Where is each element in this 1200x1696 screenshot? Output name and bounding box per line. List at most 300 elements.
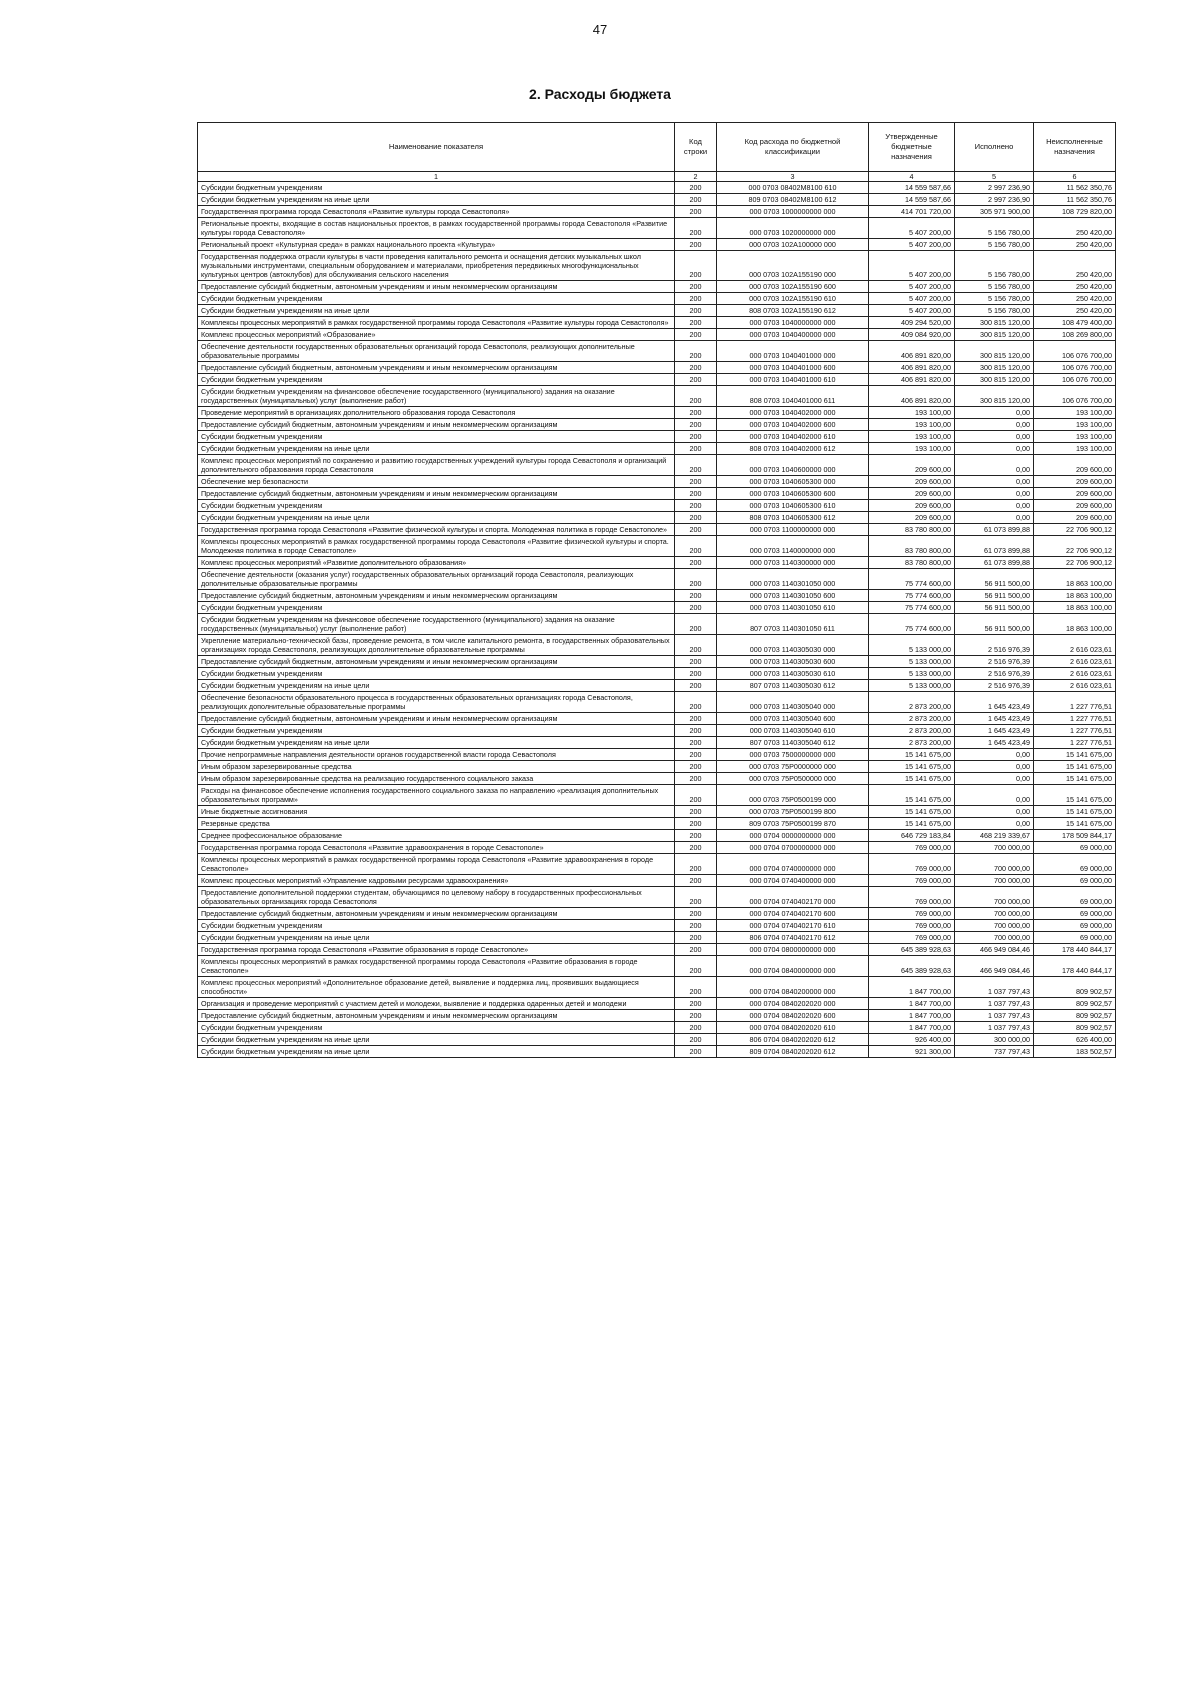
row-executed: 0,00 bbox=[955, 806, 1034, 818]
row-name: Государственная программа города Севастополя «Развитие здравоохранения в городе Севастополе» bbox=[198, 842, 675, 854]
row-executed: 0,00 bbox=[955, 500, 1034, 512]
table-row bbox=[198, 374, 1116, 386]
column-number: 4 bbox=[869, 172, 955, 182]
page-title: 2. Расходы бюджета bbox=[529, 86, 671, 102]
table-row bbox=[198, 281, 1116, 293]
row-classification-code: 000 0703 1040402000 000 bbox=[717, 407, 869, 419]
row-unexecuted: 193 100,00 bbox=[1034, 407, 1116, 419]
table-row bbox=[198, 569, 1116, 590]
row-approved: 769 000,00 bbox=[869, 887, 955, 908]
row-unexecuted: 106 076 700,00 bbox=[1034, 362, 1116, 374]
row-name: Субсидии бюджетным учреждениям на иные цели bbox=[198, 443, 675, 455]
row-classification-code: 000 0703 102A155190 000 bbox=[717, 251, 869, 281]
table-row bbox=[198, 194, 1116, 206]
row-line-code: 200 bbox=[675, 362, 717, 374]
row-unexecuted: 1 227 776,51 bbox=[1034, 713, 1116, 725]
row-classification-code: 000 0703 1040600000 000 bbox=[717, 455, 869, 476]
row-unexecuted: 18 863 100,00 bbox=[1034, 614, 1116, 635]
row-classification-code: 000 0704 0740402170 610 bbox=[717, 920, 869, 932]
row-line-code: 200 bbox=[675, 341, 717, 362]
row-name: Региональный проект «Культурная среда» в рамках национального проекта «Культура» bbox=[198, 239, 675, 251]
row-name: Субсидии бюджетным учреждениям bbox=[198, 668, 675, 680]
row-unexecuted: 69 000,00 bbox=[1034, 875, 1116, 887]
row-approved: 75 774 600,00 bbox=[869, 602, 955, 614]
row-approved: 1 847 700,00 bbox=[869, 1022, 955, 1034]
row-classification-code: 000 0704 0840202020 000 bbox=[717, 998, 869, 1010]
table-row bbox=[198, 1046, 1116, 1058]
row-line-code: 200 bbox=[675, 281, 717, 293]
row-executed: 56 911 500,00 bbox=[955, 590, 1034, 602]
row-approved: 5 133 000,00 bbox=[869, 680, 955, 692]
row-classification-code: 000 0704 0840202020 600 bbox=[717, 1010, 869, 1022]
row-name: Государственная поддержка отрасли культуры в части проведения капитального ремонта и оснащения детских музыкальных школ музыкальными инструментами, специальным оборудованием и материалами, приобретения передвижных многофункциональных культурных центров (автоклубов) для обслуживания сельского населения bbox=[198, 251, 675, 281]
table-header-row bbox=[198, 123, 1116, 172]
row-approved: 15 141 675,00 bbox=[869, 773, 955, 785]
row-line-code: 200 bbox=[675, 251, 717, 281]
row-executed: 700 000,00 bbox=[955, 908, 1034, 920]
table-row bbox=[198, 875, 1116, 887]
row-classification-code: 808 0703 102A155190 612 bbox=[717, 305, 869, 317]
row-approved: 193 100,00 bbox=[869, 443, 955, 455]
row-name: Среднее профессиональное образование bbox=[198, 830, 675, 842]
row-approved: 769 000,00 bbox=[869, 920, 955, 932]
row-classification-code: 000 0703 1140000000 000 bbox=[717, 536, 869, 557]
table-row bbox=[198, 431, 1116, 443]
row-approved: 645 389 928,63 bbox=[869, 956, 955, 977]
row-classification-code: 808 0703 1040605300 612 bbox=[717, 512, 869, 524]
row-approved: 1 847 700,00 bbox=[869, 1010, 955, 1022]
row-classification-code: 000 0703 1040401000 600 bbox=[717, 362, 869, 374]
row-line-code: 200 bbox=[675, 668, 717, 680]
row-unexecuted: 250 420,00 bbox=[1034, 239, 1116, 251]
row-approved: 75 774 600,00 bbox=[869, 590, 955, 602]
row-line-code: 200 bbox=[675, 557, 717, 569]
row-approved: 2 873 200,00 bbox=[869, 692, 955, 713]
row-classification-code: 000 0703 1040000000 000 bbox=[717, 317, 869, 329]
row-classification-code: 000 0703 1140305040 600 bbox=[717, 713, 869, 725]
row-line-code: 200 bbox=[675, 569, 717, 590]
row-line-code: 200 bbox=[675, 329, 717, 341]
row-approved: 5 133 000,00 bbox=[869, 635, 955, 656]
row-classification-code: 000 0703 1140301050 610 bbox=[717, 602, 869, 614]
row-executed: 700 000,00 bbox=[955, 920, 1034, 932]
row-approved: 926 400,00 bbox=[869, 1034, 955, 1046]
table-row bbox=[198, 1034, 1116, 1046]
row-executed: 0,00 bbox=[955, 818, 1034, 830]
header-line-code: Код строки bbox=[675, 123, 717, 172]
row-unexecuted: 15 141 675,00 bbox=[1034, 785, 1116, 806]
row-classification-code: 000 0703 1100000000 000 bbox=[717, 524, 869, 536]
row-approved: 769 000,00 bbox=[869, 932, 955, 944]
row-name: Комплекс процессных мероприятий «Управление кадровыми ресурсами здравоохранения» bbox=[198, 875, 675, 887]
row-executed: 300 815 120,00 bbox=[955, 317, 1034, 329]
row-unexecuted: 15 141 675,00 bbox=[1034, 749, 1116, 761]
row-name: Субсидии бюджетным учреждениям на иные цели bbox=[198, 512, 675, 524]
row-approved: 5 407 200,00 bbox=[869, 305, 955, 317]
row-unexecuted: 626 400,00 bbox=[1034, 1034, 1116, 1046]
row-executed: 0,00 bbox=[955, 443, 1034, 455]
row-classification-code: 000 0704 0840000000 000 bbox=[717, 956, 869, 977]
row-executed: 1 645 423,49 bbox=[955, 737, 1034, 749]
row-name: Комплексы процессных мероприятий в рамках государственной программы города Севастополя «Развитие образования в городе Севастополе» bbox=[198, 956, 675, 977]
row-executed: 5 156 780,00 bbox=[955, 293, 1034, 305]
row-unexecuted: 209 600,00 bbox=[1034, 455, 1116, 476]
table-row bbox=[198, 830, 1116, 842]
row-name: Расходы на финансовое обеспечение исполнения государственного социального заказа по направлению «реализация дополнительных образовательных программ» bbox=[198, 785, 675, 806]
table-row bbox=[198, 293, 1116, 305]
row-classification-code: 000 0704 0740000000 000 bbox=[717, 854, 869, 875]
row-classification-code: 000 0703 1140301050 000 bbox=[717, 569, 869, 590]
table-body bbox=[198, 182, 1116, 1058]
row-approved: 1 847 700,00 bbox=[869, 977, 955, 998]
row-classification-code: 000 0703 1140305030 610 bbox=[717, 668, 869, 680]
table-row bbox=[198, 407, 1116, 419]
row-unexecuted: 11 562 350,76 bbox=[1034, 194, 1116, 206]
row-unexecuted: 18 863 100,00 bbox=[1034, 569, 1116, 590]
row-unexecuted: 22 706 900,12 bbox=[1034, 557, 1116, 569]
header-executed: Исполнено bbox=[955, 123, 1034, 172]
row-line-code: 200 bbox=[675, 590, 717, 602]
row-unexecuted: 178 440 844,17 bbox=[1034, 944, 1116, 956]
row-line-code: 200 bbox=[675, 602, 717, 614]
row-executed: 0,00 bbox=[955, 476, 1034, 488]
row-executed: 468 219 339,67 bbox=[955, 830, 1034, 842]
row-unexecuted: 15 141 675,00 bbox=[1034, 818, 1116, 830]
row-executed: 1 037 797,43 bbox=[955, 998, 1034, 1010]
table-row bbox=[198, 536, 1116, 557]
page-number: 47 bbox=[592, 22, 608, 37]
row-approved: 15 141 675,00 bbox=[869, 818, 955, 830]
table-row bbox=[198, 956, 1116, 977]
row-unexecuted: 250 420,00 bbox=[1034, 281, 1116, 293]
row-executed: 5 156 780,00 bbox=[955, 251, 1034, 281]
row-line-code: 200 bbox=[675, 749, 717, 761]
row-name: Субсидии бюджетным учреждениям на иные цели bbox=[198, 737, 675, 749]
row-unexecuted: 809 902,57 bbox=[1034, 998, 1116, 1010]
row-line-code: 200 bbox=[675, 476, 717, 488]
table-row bbox=[198, 944, 1116, 956]
row-executed: 305 971 900,00 bbox=[955, 206, 1034, 218]
row-classification-code: 807 0703 1140305040 612 bbox=[717, 737, 869, 749]
row-executed: 0,00 bbox=[955, 773, 1034, 785]
row-classification-code: 000 0703 1040400000 000 bbox=[717, 329, 869, 341]
row-classification-code: 000 0703 1140305030 600 bbox=[717, 656, 869, 668]
row-unexecuted: 69 000,00 bbox=[1034, 908, 1116, 920]
row-line-code: 200 bbox=[675, 932, 717, 944]
header-unexecuted: Неисполненные назначения bbox=[1034, 123, 1116, 172]
table-row bbox=[198, 251, 1116, 281]
table-row bbox=[198, 614, 1116, 635]
table-row bbox=[198, 239, 1116, 251]
row-unexecuted: 250 420,00 bbox=[1034, 218, 1116, 239]
table-row bbox=[198, 500, 1116, 512]
row-unexecuted: 209 600,00 bbox=[1034, 512, 1116, 524]
row-unexecuted: 209 600,00 bbox=[1034, 500, 1116, 512]
row-name: Предоставление субсидий бюджетным, автономным учреждениям и иным некоммерческим организациям bbox=[198, 656, 675, 668]
row-name: Субсидии бюджетным учреждениям на финансовое обеспечение государственного (муниципального) задания на оказание государственных (муниципальных) услуг (выполнение работ) bbox=[198, 614, 675, 635]
row-approved: 193 100,00 bbox=[869, 431, 955, 443]
row-executed: 700 000,00 bbox=[955, 887, 1034, 908]
header-approved: Утвержденные бюджетные назначения bbox=[869, 123, 955, 172]
row-line-code: 200 bbox=[675, 524, 717, 536]
row-line-code: 200 bbox=[675, 614, 717, 635]
row-unexecuted: 106 076 700,00 bbox=[1034, 341, 1116, 362]
row-executed: 466 949 084,46 bbox=[955, 944, 1034, 956]
row-unexecuted: 2 616 023,61 bbox=[1034, 656, 1116, 668]
row-approved: 406 891 820,00 bbox=[869, 362, 955, 374]
row-executed: 700 000,00 bbox=[955, 842, 1034, 854]
row-approved: 409 294 520,00 bbox=[869, 317, 955, 329]
row-executed: 300 815 120,00 bbox=[955, 386, 1034, 407]
row-approved: 5 407 200,00 bbox=[869, 239, 955, 251]
row-approved: 83 780 800,00 bbox=[869, 557, 955, 569]
row-approved: 769 000,00 bbox=[869, 875, 955, 887]
row-line-code: 200 bbox=[675, 656, 717, 668]
row-name: Иные бюджетные ассигнования bbox=[198, 806, 675, 818]
row-name: Субсидии бюджетным учреждениям на финансовое обеспечение государственного (муниципального) задания на оказание государственных (муниципальных) услуг (выполнение работ) bbox=[198, 386, 675, 407]
row-unexecuted: 250 420,00 bbox=[1034, 305, 1116, 317]
row-name: Обеспечение деятельности государственных образовательных организаций города Севастополя, реализующих дополнительные образовательные программы bbox=[198, 341, 675, 362]
row-unexecuted: 69 000,00 bbox=[1034, 842, 1116, 854]
table-row bbox=[198, 680, 1116, 692]
row-classification-code: 000 0703 1040605300 000 bbox=[717, 476, 869, 488]
row-unexecuted: 1 227 776,51 bbox=[1034, 725, 1116, 737]
row-classification-code: 000 0703 1040401000 610 bbox=[717, 374, 869, 386]
row-executed: 0,00 bbox=[955, 488, 1034, 500]
table-row bbox=[198, 386, 1116, 407]
row-executed: 0,00 bbox=[955, 407, 1034, 419]
row-name: Обеспечение безопасности образовательного процесса в государственных образовательных организациях города Севастополя, реализующих дополнительные образовательные программы bbox=[198, 692, 675, 713]
row-line-code: 200 bbox=[675, 374, 717, 386]
row-unexecuted: 22 706 900,12 bbox=[1034, 536, 1116, 557]
row-executed: 0,00 bbox=[955, 431, 1034, 443]
table-row bbox=[198, 932, 1116, 944]
row-line-code: 200 bbox=[675, 773, 717, 785]
table-row bbox=[198, 362, 1116, 374]
row-line-code: 200 bbox=[675, 239, 717, 251]
row-approved: 2 873 200,00 bbox=[869, 737, 955, 749]
row-unexecuted: 193 100,00 bbox=[1034, 419, 1116, 431]
row-line-code: 200 bbox=[675, 194, 717, 206]
row-approved: 406 891 820,00 bbox=[869, 386, 955, 407]
row-approved: 83 780 800,00 bbox=[869, 536, 955, 557]
row-classification-code: 000 0703 7500000000 000 bbox=[717, 749, 869, 761]
column-number: 6 bbox=[1034, 172, 1116, 182]
row-classification-code: 000 0703 1040401000 000 bbox=[717, 341, 869, 362]
row-unexecuted: 69 000,00 bbox=[1034, 854, 1116, 875]
row-classification-code: 809 0704 0840202020 612 bbox=[717, 1046, 869, 1058]
row-executed: 737 797,43 bbox=[955, 1046, 1034, 1058]
row-classification-code: 000 0703 75P0500199 800 bbox=[717, 806, 869, 818]
row-classification-code: 000 0704 0000000000 000 bbox=[717, 830, 869, 842]
row-name: Государственная программа города Севастополя «Развитие образования в городе Севастополе» bbox=[198, 944, 675, 956]
budget-expenses-table bbox=[197, 122, 1116, 1058]
row-classification-code: 000 0704 0740400000 000 bbox=[717, 875, 869, 887]
row-unexecuted: 1 227 776,51 bbox=[1034, 737, 1116, 749]
table-row bbox=[198, 419, 1116, 431]
table-row bbox=[198, 725, 1116, 737]
row-name: Субсидии бюджетным учреждениям bbox=[198, 182, 675, 194]
table-row bbox=[198, 218, 1116, 239]
row-classification-code: 000 0703 102A155190 610 bbox=[717, 293, 869, 305]
row-executed: 1 645 423,49 bbox=[955, 713, 1034, 725]
row-name: Субсидии бюджетным учреждениям bbox=[198, 500, 675, 512]
row-name: Обеспечение мер безопасности bbox=[198, 476, 675, 488]
table-row bbox=[198, 806, 1116, 818]
table-row bbox=[198, 602, 1116, 614]
row-classification-code: 809 0703 75P0500199 870 bbox=[717, 818, 869, 830]
row-name: Комплекс процессных мероприятий «Дополнительное образование детей, выявление и поддержка лиц, проявивших выдающиеся способности» bbox=[198, 977, 675, 998]
row-classification-code: 000 0703 1040402000 610 bbox=[717, 431, 869, 443]
row-unexecuted: 108 729 820,00 bbox=[1034, 206, 1116, 218]
row-line-code: 200 bbox=[675, 806, 717, 818]
row-approved: 2 873 200,00 bbox=[869, 725, 955, 737]
table-row bbox=[198, 305, 1116, 317]
row-unexecuted: 178 509 844,17 bbox=[1034, 830, 1116, 842]
row-line-code: 200 bbox=[675, 977, 717, 998]
table-row bbox=[198, 443, 1116, 455]
row-name: Субсидии бюджетным учреждениям bbox=[198, 725, 675, 737]
row-unexecuted: 15 141 675,00 bbox=[1034, 806, 1116, 818]
row-unexecuted: 18 863 100,00 bbox=[1034, 590, 1116, 602]
row-unexecuted: 69 000,00 bbox=[1034, 920, 1116, 932]
row-unexecuted: 809 902,57 bbox=[1034, 1010, 1116, 1022]
row-line-code: 200 bbox=[675, 830, 717, 842]
row-line-code: 200 bbox=[675, 842, 717, 854]
row-classification-code: 807 0703 1140305030 612 bbox=[717, 680, 869, 692]
row-name: Субсидии бюджетным учреждениям bbox=[198, 1022, 675, 1034]
table-row bbox=[198, 1022, 1116, 1034]
row-executed: 61 073 899,88 bbox=[955, 557, 1034, 569]
row-name: Комплексы процессных мероприятий в рамках государственной программы города Севастополя «Развитие здравоохранения в городе Севастополе» bbox=[198, 854, 675, 875]
row-unexecuted: 178 440 844,17 bbox=[1034, 956, 1116, 977]
row-approved: 769 000,00 bbox=[869, 908, 955, 920]
row-executed: 0,00 bbox=[955, 455, 1034, 476]
table-row bbox=[198, 761, 1116, 773]
row-name: Субсидии бюджетным учреждениям на иные цели bbox=[198, 1046, 675, 1058]
row-name: Предоставление дополнительной поддержки студентам, обучающимся по целевому набору в государственных профессиональных образовательных организациях города Севастополя bbox=[198, 887, 675, 908]
row-executed: 5 156 780,00 bbox=[955, 305, 1034, 317]
column-number: 1 bbox=[198, 172, 675, 182]
row-name: Субсидии бюджетным учреждениям bbox=[198, 374, 675, 386]
row-executed: 700 000,00 bbox=[955, 854, 1034, 875]
row-name: Субсидии бюджетным учреждениям на иные цели bbox=[198, 194, 675, 206]
row-name: Региональные проекты, входящие в состав национальных проектов, в рамках государственной программы города Севастополя «Развитие культуры города Севастополя» bbox=[198, 218, 675, 239]
row-executed: 1 645 423,49 bbox=[955, 692, 1034, 713]
table-row bbox=[198, 206, 1116, 218]
row-approved: 15 141 675,00 bbox=[869, 785, 955, 806]
row-line-code: 200 bbox=[675, 206, 717, 218]
table-row bbox=[198, 455, 1116, 476]
table-row bbox=[198, 590, 1116, 602]
row-name: Укрепление материально-технической базы, проведение ремонта, в том числе капитального ремонта, в государственных образовательных организациях города Севастополя, реализующих дополнительные образовательные программы bbox=[198, 635, 675, 656]
row-approved: 769 000,00 bbox=[869, 842, 955, 854]
row-executed: 2 516 976,39 bbox=[955, 668, 1034, 680]
row-line-code: 200 bbox=[675, 887, 717, 908]
table-row bbox=[198, 887, 1116, 908]
row-unexecuted: 250 420,00 bbox=[1034, 251, 1116, 281]
row-executed: 2 516 976,39 bbox=[955, 656, 1034, 668]
row-line-code: 200 bbox=[675, 293, 717, 305]
row-approved: 5 133 000,00 bbox=[869, 656, 955, 668]
row-unexecuted: 108 479 400,00 bbox=[1034, 317, 1116, 329]
row-classification-code: 000 0703 1040402000 600 bbox=[717, 419, 869, 431]
row-unexecuted: 106 076 700,00 bbox=[1034, 386, 1116, 407]
row-line-code: 200 bbox=[675, 692, 717, 713]
row-approved: 5 133 000,00 bbox=[869, 668, 955, 680]
row-name: Предоставление субсидий бюджетным, автономным учреждениям и иным некоммерческим организациям bbox=[198, 488, 675, 500]
row-executed: 0,00 bbox=[955, 785, 1034, 806]
row-approved: 921 300,00 bbox=[869, 1046, 955, 1058]
row-classification-code: 807 0703 1140301050 611 bbox=[717, 614, 869, 635]
row-name: Субсидии бюджетным учреждениям на иные цели bbox=[198, 305, 675, 317]
table-row bbox=[198, 854, 1116, 875]
row-approved: 1 847 700,00 bbox=[869, 998, 955, 1010]
row-name: Субсидии бюджетным учреждениям на иные цели bbox=[198, 680, 675, 692]
row-line-code: 200 bbox=[675, 713, 717, 725]
table-row bbox=[198, 785, 1116, 806]
table-row bbox=[198, 341, 1116, 362]
row-classification-code: 000 0704 0800000000 000 bbox=[717, 944, 869, 956]
row-line-code: 200 bbox=[675, 956, 717, 977]
row-unexecuted: 809 902,57 bbox=[1034, 1022, 1116, 1034]
row-line-code: 200 bbox=[675, 512, 717, 524]
row-approved: 5 407 200,00 bbox=[869, 251, 955, 281]
row-line-code: 200 bbox=[675, 1034, 717, 1046]
table-row bbox=[198, 182, 1116, 194]
row-unexecuted: 2 616 023,61 bbox=[1034, 680, 1116, 692]
row-line-code: 200 bbox=[675, 785, 717, 806]
row-executed: 2 516 976,39 bbox=[955, 635, 1034, 656]
row-unexecuted: 2 616 023,61 bbox=[1034, 635, 1116, 656]
table-row bbox=[198, 557, 1116, 569]
row-line-code: 200 bbox=[675, 680, 717, 692]
table-row bbox=[198, 818, 1116, 830]
row-approved: 209 600,00 bbox=[869, 455, 955, 476]
row-executed: 1 037 797,43 bbox=[955, 1010, 1034, 1022]
row-approved: 75 774 600,00 bbox=[869, 569, 955, 590]
row-line-code: 200 bbox=[675, 998, 717, 1010]
row-classification-code: 808 0703 1040401000 611 bbox=[717, 386, 869, 407]
row-classification-code: 000 0704 0700000000 000 bbox=[717, 842, 869, 854]
row-approved: 645 389 928,63 bbox=[869, 944, 955, 956]
row-line-code: 200 bbox=[675, 1022, 717, 1034]
row-classification-code: 000 0703 1140305040 000 bbox=[717, 692, 869, 713]
table-row bbox=[198, 842, 1116, 854]
row-name: Субсидии бюджетным учреждениям на иные цели bbox=[198, 1034, 675, 1046]
row-executed: 300 815 120,00 bbox=[955, 329, 1034, 341]
row-unexecuted: 193 100,00 bbox=[1034, 431, 1116, 443]
table-row bbox=[198, 1010, 1116, 1022]
row-approved: 193 100,00 bbox=[869, 419, 955, 431]
row-approved: 5 407 200,00 bbox=[869, 293, 955, 305]
row-line-code: 200 bbox=[675, 419, 717, 431]
row-approved: 406 891 820,00 bbox=[869, 374, 955, 386]
row-approved: 14 559 587,66 bbox=[869, 182, 955, 194]
row-line-code: 200 bbox=[675, 725, 717, 737]
row-executed: 700 000,00 bbox=[955, 875, 1034, 887]
row-approved: 15 141 675,00 bbox=[869, 806, 955, 818]
row-line-code: 200 bbox=[675, 737, 717, 749]
row-executed: 0,00 bbox=[955, 419, 1034, 431]
row-approved: 75 774 600,00 bbox=[869, 614, 955, 635]
row-line-code: 200 bbox=[675, 1046, 717, 1058]
row-executed: 61 073 899,88 bbox=[955, 536, 1034, 557]
row-line-code: 200 bbox=[675, 908, 717, 920]
table-row bbox=[198, 713, 1116, 725]
row-classification-code: 000 0703 75P0500199 000 bbox=[717, 785, 869, 806]
table-row bbox=[198, 476, 1116, 488]
